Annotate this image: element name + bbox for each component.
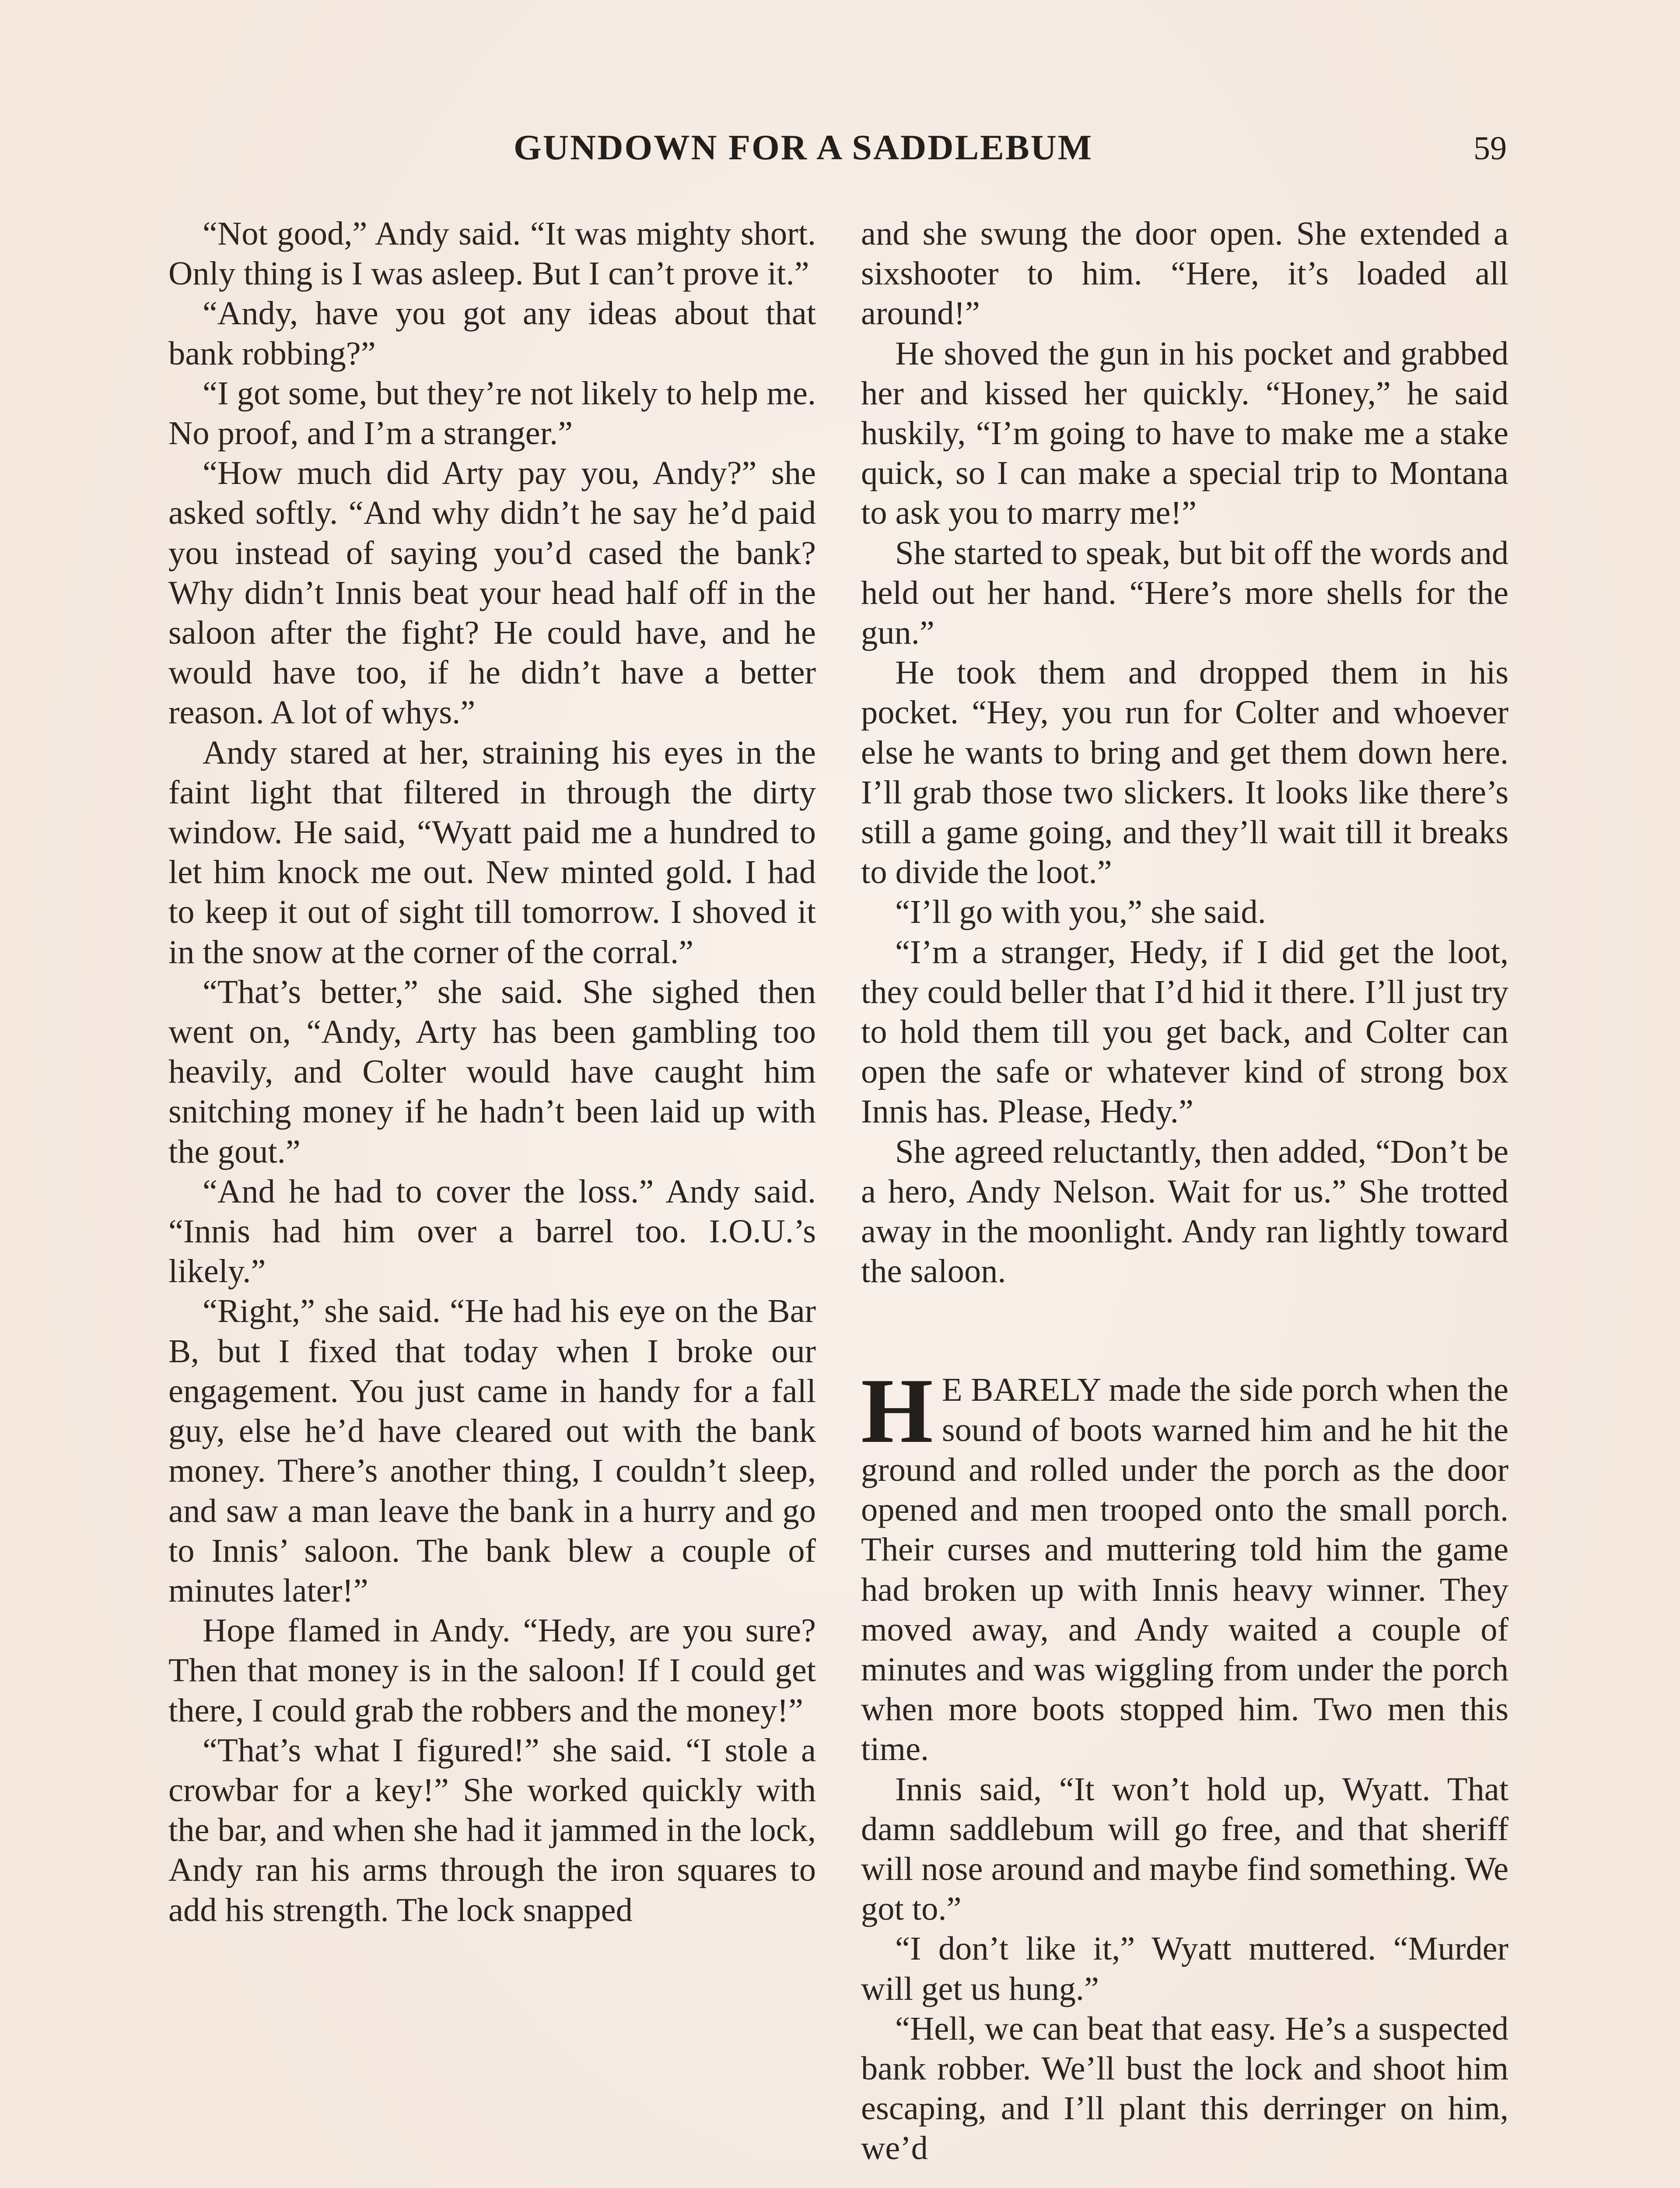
paragraph: “How much did Arty pay you, Andy?” she asked softly. “And why didn’t he say he’d paid you instead of saying you’d cased the bank? Why didn’t Innis beat your head half off in the saloon after the fight? He could have, and he would have too, if he didn’t have a better reason. A lot of whys.” bbox=[168, 454, 816, 731]
paragraph: “I’ll go with you,” she said. bbox=[895, 893, 1266, 931]
paragraph: Hope flamed in Andy. “Hedy, are you sure? Then that money is in the saloon! If I could get there, I could grab the robbers and the money!” bbox=[168, 1612, 816, 1729]
page-header bbox=[0, 127, 1680, 179]
left-column bbox=[168, 214, 816, 1930]
paragraph: “That’s better,” she said. She sighed then went on, “Andy, Arty has been gambling too heavily, and Colter would have caught him snitching money if he hadn’t been laid up with the gout.” bbox=[168, 973, 816, 1170]
section-break bbox=[861, 1291, 1508, 1370]
paragraph: “Right,” she said. “He had his eye on the Bar B, but I fixed that today when I broke our engagement. You just came in handy for a fall guy, else he’d have cleared out with the bank money. There’s another thing, I couldn’t sleep, and saw a man leave the bank in a hurry and go to Innis’ saloon. The bank blew a couple of minutes later!” bbox=[168, 1292, 816, 1609]
opening-text: E BARELY made the side porch when the sound of boots warned him and he hit the ground and rolled under the porch as the door opened and men trooped onto the small porch. Their curses and muttering told him the game had broken up with Innis heavy winner. They moved away, and Andy waited a couple of minutes and was wiggling from under the porch when more boots stopped him. Two men this time. bbox=[861, 1371, 1508, 1768]
paragraph: Andy stared at her, straining his eyes in the faint light that filtered in through the dirty window. He said, “Wyatt paid me a hundred to let him knock me out. New minted gold. I had to keep it out of sight till tomorrow. I shoved it in the snow at the corner of the corral.” bbox=[168, 733, 816, 971]
section-opening-paragraph bbox=[861, 1359, 1508, 1769]
paragraph: and she swung the door open. She extended a sixshooter to him. “Here, it’s loaded all around!” bbox=[861, 215, 1508, 332]
paragraph: She started to speak, but bit off the words and held out her hand. “Here’s more shells for the gun.” bbox=[861, 534, 1508, 652]
page-number: 59 bbox=[1474, 130, 1507, 167]
drop-cap: H bbox=[861, 1359, 933, 1462]
paragraph: She agreed reluctantly, then added, “Don’t be a hero, Andy Nelson. Wait for us.” She trotted away in the moonlight. Andy ran lightly toward the saloon. bbox=[861, 1133, 1508, 1290]
paragraph: “Not good,” Andy said. “It was mighty short. Only thing is I was asleep. But I can’t prove it.” bbox=[168, 215, 816, 292]
paragraph: Innis said, “It won’t hold up, Wyatt. That damn saddlebum will go free, and that sheriff will nose around and maybe find something. We got to.” bbox=[861, 1770, 1508, 1928]
paragraph: “I’m a stranger, Hedy, if I did get the loot, they could beller that I’d hid it there. I’ll just try to hold them till you get back, and Colter can open the safe or whatever kind of strong box Innis has. Please, Hedy.” bbox=[861, 933, 1508, 1130]
paragraph: “And he had to cover the loss.” Andy said. “Innis had him over a barrel too. I.O.U.’s likely.” bbox=[168, 1172, 816, 1290]
paragraph: “I got some, but they’re not likely to help me. No proof, and I’m a stranger.” bbox=[168, 374, 816, 452]
paragraph: “That’s what I figured!” she said. “I stole a crowbar for a key!” She worked quickly with the bar, and when she had it jammed in the lock, Andy ran his arms through the iron squares to add his strength. The lock snapped bbox=[168, 1731, 816, 1929]
paragraph: “Hell, we can beat that easy. He’s a suspected bank robber. We’ll bust the lock and shoot him escaping, and I’ll plant this derringer on him, we’d bbox=[861, 2009, 1508, 2167]
paragraph: “Andy, have you got any ideas about that bank robbing?” bbox=[168, 295, 816, 372]
paragraph: He took them and dropped them in his pocket. “Hey, you run for Colter and whoever else he wants to bring and get them down here. I’ll grab those two slickers. It looks like there’s still a game going, and they’ll wait till it breaks to divide the loot.” bbox=[861, 654, 1508, 891]
paragraph: “I don’t like it,” Wyatt muttered. “Murder will get us hung.” bbox=[861, 1930, 1508, 2007]
paragraph: He shoved the gun in his pocket and grabbed her and kissed her quickly. “Honey,” he said huskily, “I’m going to have to make me a stake quick, so I can make a special trip to Montana to ask you to marry me!” bbox=[861, 334, 1508, 532]
running-title: GUNDOWN FOR A SADDLEBUM bbox=[514, 127, 1093, 167]
right-column bbox=[861, 214, 1508, 2168]
